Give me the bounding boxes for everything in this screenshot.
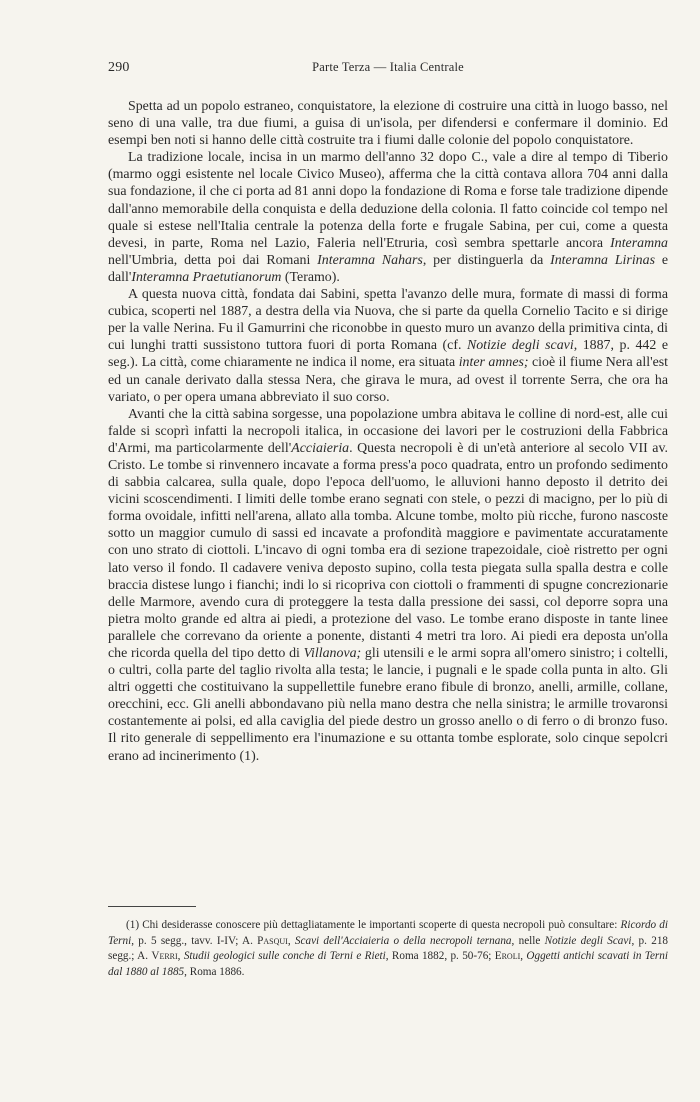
italic-term: Villanova; xyxy=(303,646,362,661)
running-head: Parte Terza — Italia Centrale xyxy=(312,60,464,74)
italic-term: Interamna Lirinas xyxy=(550,252,655,268)
italic-term: Interamna xyxy=(610,235,668,251)
paragraph: A questa nuova città, fondata dai Sabini, spetta l'avanzo delle mura, formate di massi di forma cubica, scoperti nel 1887, a destra della via Nuova, che si parte da quella Cornelio Tacito e si dirige per la valle Nerina. Fu il Gamurrini che riconobbe in questo muro un avanzo della primitiva cinta, di cui lunghi tratti sussistono tuttora fuori di porta Romana (cf. Notizie degli scavi, 1887, p. 442 e seg.). La città, come chiaramente ne indica il nome, era situata inter amnes; cioè il fiume Nera all'est ed un canale derivato dalla stessa Nera, che girava le mura, ad ovest il torrente Serra, che ora ha variato, o per opera umana abbreviato il suo corso. xyxy=(108,287,668,405)
author-name: Eroli xyxy=(494,950,521,963)
footnote: (1) Chi desiderasse conoscere più dettagliatamente le importanti scoperte di questa necropoli può consultare: Ricordo di Terni, p. 5 segg., tavv. I-IV; A. Pasqui, Scavi dell'Acciaieria o della necropoli ternana, nelle Notizie degli Scavi, p. 218 segg.; A. Verri, Studii geologici sulle conche di Terni e Rieti, Roma 1882, p. 50-76; Eroli, Oggetti antichi scavati in Terni dal 1880 al 1885, Roma 1886. xyxy=(108,919,669,978)
page-header xyxy=(108,60,668,78)
body-text xyxy=(108,98,668,765)
italic-term: Notizie degli scavi xyxy=(466,338,574,354)
italic-term: Interamna Praetutianorum xyxy=(131,269,282,285)
italic-term: inter amnes; xyxy=(458,355,529,371)
author-name: Verri xyxy=(151,950,178,963)
paragraph: Avanti che la città sabina sorgesse, una popolazione umbra abitava le colline di nord-est, alle cui falde si scoprì infatti la necropoli italica, in occasione dei lavori per le costruzioni della Fabbrica d'Armi, ma particolarmente dell'Acciaieria. Questa necropoli è di un'età anteriore al secolo VII av. Cristo. Le tombe si rinvennero incavate a forma press'a poco quadrata, entro un profondo sedimento di sabbia calcarea, sulla quale, dopo l'epoca dell'uomo, le alluvioni hanno deposto il detrito dei vicini scoscendimenti. I limiti delle tombe erano segnati con stele, o pezzi di macigno, per lo più di forma ovoidale, infitti nell'arena, allato alla tomba. Alcune tombe, molto più ricche, furono nascoste sotto un maggior cumulo di sassi ed incavate a profondità maggiore e pavimentate accuratamente con uno strato di ciottoli. L'incavo di ogni tomba era di sezione trapezoidale, cioè ristretto per ogni lato verso il fondo. Il cadavere veniva deposto supino, colla testa piegata sulla spalla destra e colle braccia distese lungo i fianchi; indi lo si ricopriva con ciottoli o frammenti di spugne concrezionarie delle Marmore, avendo cura di proteggere la testa dalla pressione dei sassi, col deporre sopra una pietra molto grande ed altra ai piedi, a protezione del vaso. Le tombe erano disposte in tante linee parallele che correvano da oriente a ponente, distanti 4 metri tra loro. Ai piedi era deposta un'olla che ricorda quella del tipo detto di Villanova; gli utensili e le armi sopra all'omero sinistro; i coltelli, o cultri, colla parte del taglio rivolta alla testa; le lancie, i pugnali e le spade colla punta in alto. Gli altri oggetti che costituivano la suppellettile funebre erano fibule di bronzo, anelli, armille, collane, orecchini, ecc. Gli anelli abbondavano più nella mano destra che nella sinistra; le armille trovaronsi costantemente ai polsi, ed alla caviglia del piede destro un grosso anello o di ferro o di bronzo fuso. Il rito generale di seppellimento era l'inumazione e su ottanta tombe esplorate, solo cinque sepolcri erano ad incinerimento (1). xyxy=(108,406,668,764)
italic-term: Interamna Nahars xyxy=(317,252,423,268)
italic-term: Studii geologici sulle conche di Terni e Rieti xyxy=(183,950,386,963)
italic-term: Acciaieria xyxy=(291,440,350,456)
italic-term: Ricordo di Terni xyxy=(108,919,668,947)
italic-term: Scavi dell'Acciaieria o della necropoli ternana xyxy=(294,934,512,947)
page-number: 290 xyxy=(108,60,130,75)
author-name: Pasqui xyxy=(257,934,288,947)
italic-term: Notizie degli Scavi xyxy=(544,934,632,947)
paragraph: Spetta ad un popolo estraneo, conquistatore, la elezione di costruire una città in luogo basso, nel seno di una valle, tra due fiumi, a guisa di un'isola, per difendersi e confermare il dominio. Ed esempi ben noti si hanno delle città costruite tra i fiumi dalle colonie del popolo conquistatore. xyxy=(108,99,668,149)
paragraph: La tradizione locale, incisa in un marmo dell'anno 32 dopo C., vale a dire al tempo di Tiberio (marmo oggi esistente nel locale Civico Museo), afferma che la città contava allora 704 anni dalla sua fondazione, il che ci porta ad 81 anni dopo la fondazione di Roma e forse tale tradizione dipende dall'anno memorabile della conquista e della deduzione della colonia. Il fatto coincide col tempo nel quale si estese nell'Italia centrale la potenza della forte e frugale Sabina, per cui, come a questa devesi, in parte, Roma nel Lazio, Faleria nell'Etruria, così sembra spettarle ancora Interamna nell'Umbria, detta poi dai Romani Interamna Nahars, per distinguerla da Interamna Lirinas e dall'Interamna Praetutianorum (Teramo). xyxy=(108,150,668,285)
italic-term: Oggetti antichi scavati in Terni dal 1880 al 1885 xyxy=(108,950,668,978)
footnote-rule xyxy=(108,906,196,907)
